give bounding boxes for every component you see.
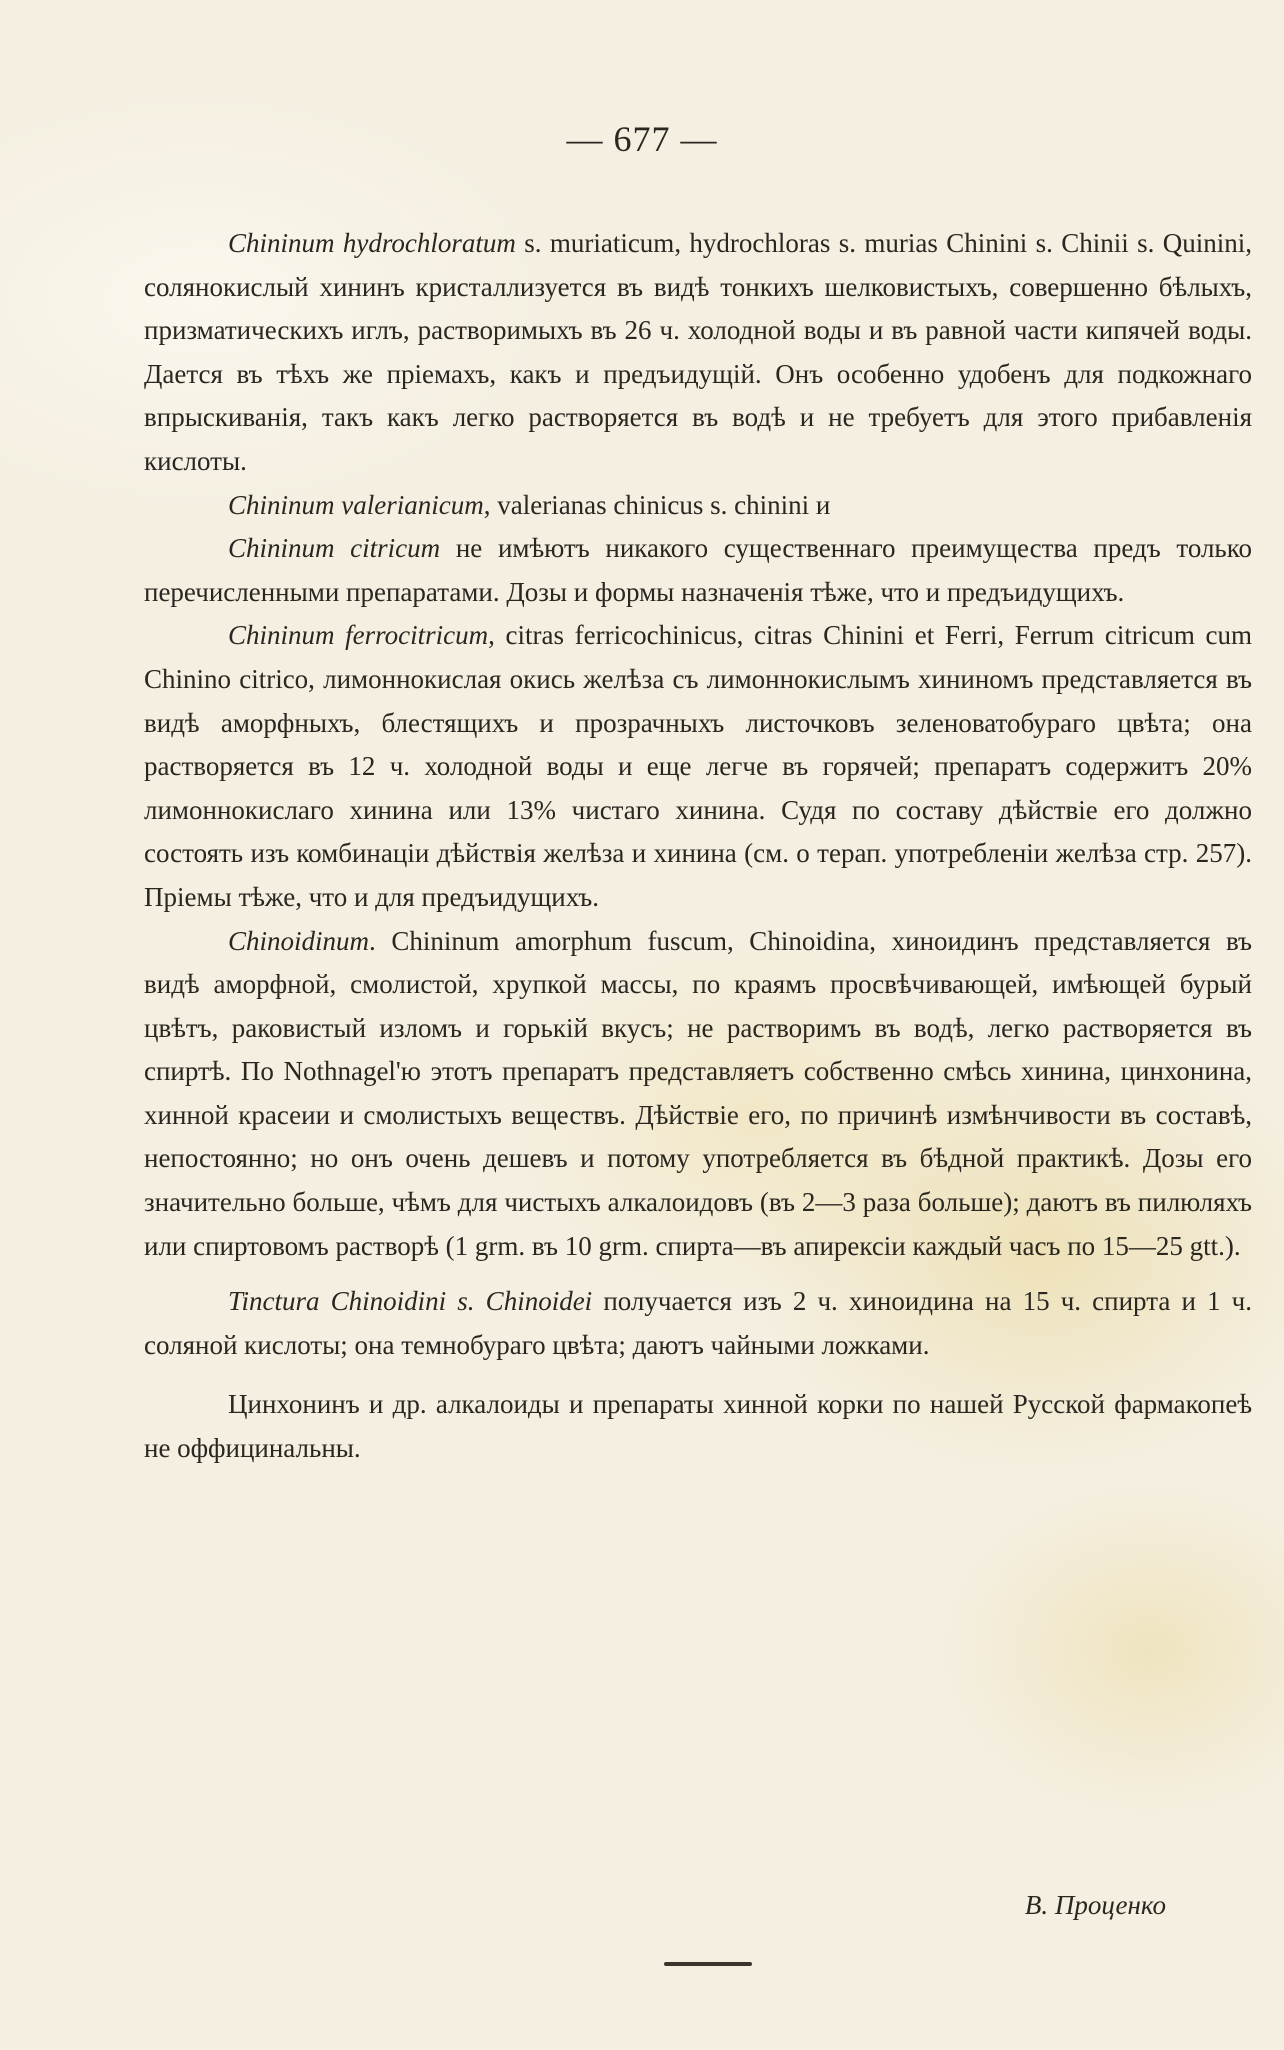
paragraph-chininum-ferrocitricum <box>144 614 1252 919</box>
author-signature: В. Проценко <box>1024 1890 1166 1920</box>
paragraph-chinoidinum <box>144 920 1252 1269</box>
drug-name-chinoidinum: Chinoidinum <box>228 925 370 956</box>
paragraph-text: Цинхонинъ и др. алкалоиды и препараты хинной корки по нашей Русской фармакопеѣ не оффицинальны. <box>144 1389 1252 1464</box>
paragraph-text: получается изъ 2 ч. хиноидина на 15 ч. спирта и 1 ч. соляной кислоты; она темнобураго цвѣта; даютъ чайными ложками. <box>144 1286 1252 1360</box>
paragraph-text: , valerianas chinicus s. chinini и <box>483 489 831 520</box>
paragraph-text: не имѣютъ никакого существеннаго преимущества предъ только перечисленными препаратами. Дозы и формы назначенія тѣже, что и предъидущихъ. <box>144 533 1252 607</box>
paragraph-text: s. muriaticum, hydrochloras s. murias Chinini s. Chinii s. Quinini, солянокислый хининъ кристаллизуется въ видѣ тонкихъ шелковистыхъ, совершенно бѣлыхъ, призматическихъ иглъ, растворимыхъ въ 26 ч. холодной воды и въ равной части кипячей воды. Дается въ тѣхъ же пріемахъ, какъ и предъидущій. Онъ особенно удобенъ для подкожнаго впрыскиванія, такъ какъ легко растворяется въ водѣ и не требуетъ для этого прибавленія кислоты. <box>144 228 1252 476</box>
drug-name-tinctura: Tinctura Chinoidini s. Chinoidei <box>228 1286 593 1317</box>
paragraph-text: . Chininum amorphum fuscum, Chinoidina, хиноидинъ представляется въ видѣ аморфной, смолистой, хрупкой массы, по краямъ просвѣчивающей, имѣющей бурый цвѣтъ, раковистый изломъ и горькій вкусъ; не растворимъ въ водѣ, легко растворяется въ спиртѣ. По Nothnagel'ю этотъ препаратъ представляетъ собственно смѣсь хинина, цинхонина, хинной красеии и смолистыхъ веществъ. Дѣйствіе его, по причинѣ измѣнчивости въ составѣ, непостоянно; но онъ очень дешевъ и потому употребляется въ бѣдной практикѣ. Дозы его значительно больше, чѣмъ для чистыхъ алкалоидовъ (въ 2—3 раза больше); даютъ въ пилюляхъ или спиртовомъ растворѣ (1 grm. въ 10 grm. спирта—въ апирексіи каждый часъ по 15—25 gtt.). <box>144 925 1252 1261</box>
drug-name-hydrochloratum: Chininum hydrochloratum <box>228 228 516 258</box>
paragraph-chininum-valerianicum <box>144 484 1252 528</box>
drug-name-ferrocitricum: Chininum ferrocitricum <box>228 620 489 651</box>
drug-name-valerianicum: Chininum valerianicum <box>228 489 484 520</box>
end-rule <box>664 1962 752 1966</box>
drug-name-citricum: Chininum citricum <box>228 533 441 564</box>
paragraph-chininum-hydrochloratum <box>144 222 1252 484</box>
paragraph-text: , citras ferricochinicus, citras Chinini et Ferri, Ferrum citricum cum Chinino citrico, лимоннокислая окись желѣза съ лимоннокислымъ хининомъ представляется въ видѣ аморфныхъ, блестящихъ и прозрачныхъ листочковъ зеленоватобураго цвѣта; она растворяется въ 12 ч. холодной воды и еще легче въ горячей; препаратъ содержитъ 20% лимоннокислаго хинина или 13% чистаго хинина. Судя по составу дѣйствіе его должно состоять изъ комбинаціи дѣйствія желѣза и хинина (см. о терап. употребленіи желѣза стр. 257). Пріемы тѣже, что и для предъидущихъ. <box>144 620 1252 912</box>
page-number: — 677 — <box>566 119 718 159</box>
paragraph-chininum-citricum <box>144 527 1252 614</box>
paragraph-tinctura-chinoidini <box>144 1280 1252 1367</box>
paragraph-cinchonine <box>144 1383 1252 1470</box>
body-text <box>144 222 1252 1471</box>
